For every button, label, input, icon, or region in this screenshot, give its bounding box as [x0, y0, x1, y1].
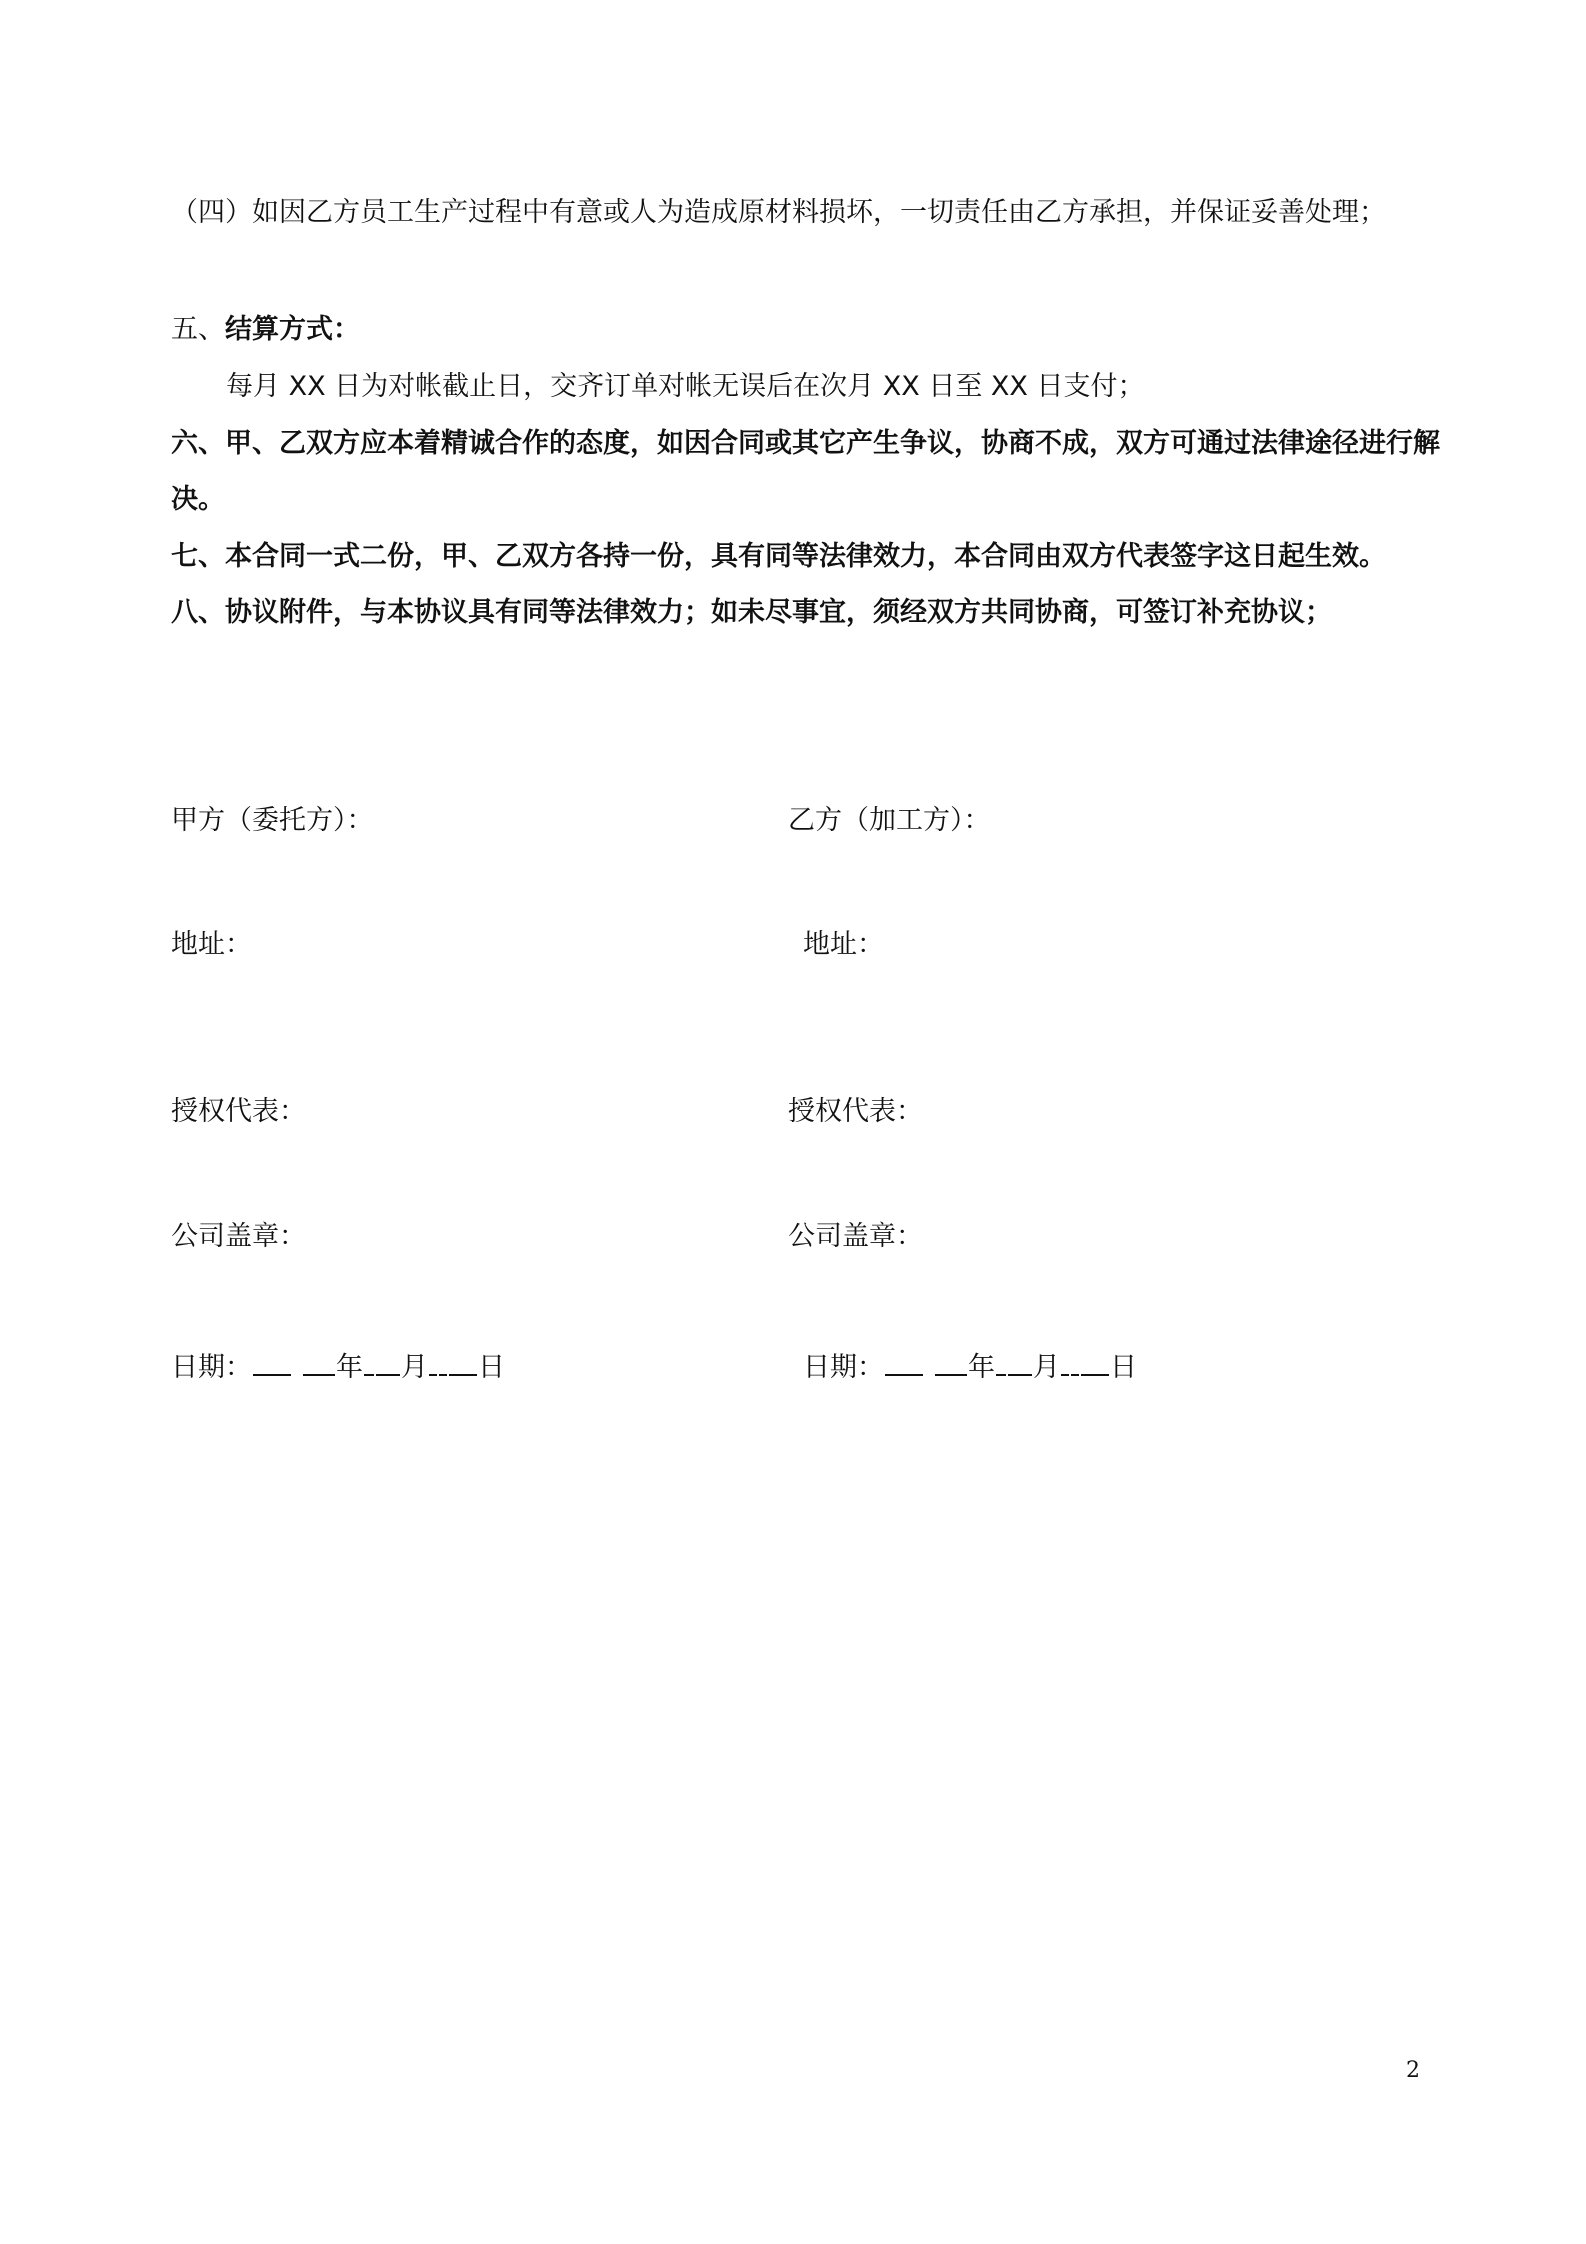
- party-b-date-label: 日期：: [803, 1352, 884, 1383]
- party-a-day-blank-2: [439, 1352, 447, 1376]
- party-a-seal-label: 公司盖章：: [171, 1221, 306, 1252]
- section-5-number: 五、: [171, 314, 225, 345]
- party-b-month-label: 月: [1033, 1352, 1060, 1383]
- party-b-month-blank-1: [996, 1352, 1006, 1376]
- section-5-body: 每月 XX 日为对帐截止日，交齐订单对帐无误后在次月 XX 日至 XX 日支付；: [226, 371, 1145, 402]
- party-b-year-blank-2: [935, 1352, 967, 1376]
- party-a-year-blank-1: [253, 1352, 291, 1376]
- party-a-month-blank-2: [376, 1352, 400, 1376]
- party-b-day-blank-3: [1081, 1352, 1109, 1376]
- party-b-day-blank-1: [1061, 1352, 1069, 1376]
- party-a-year-label: 年: [336, 1352, 363, 1383]
- party-b-day-label: 日: [1110, 1352, 1137, 1383]
- section-6-line-2: 决。: [171, 484, 225, 515]
- party-a-day-blank-3: [449, 1352, 477, 1376]
- party-b-date-line: [803, 1351, 1137, 1385]
- section-5-heading: [171, 313, 360, 347]
- section-8: 八、协议附件，与本协议具有同等法律效力；如未尽事宜，须经双方共同协商，可签订补充协议；: [171, 597, 1332, 628]
- party-b-address-label: 地址：: [803, 929, 884, 960]
- party-b-year-label: 年: [968, 1352, 995, 1383]
- party-a-day-label: 日: [478, 1352, 505, 1383]
- party-a-month-blank-1: [364, 1352, 374, 1376]
- party-a-date-label: 日期：: [171, 1352, 252, 1383]
- page-number: 2: [1406, 2058, 1420, 2083]
- clause-4-4: （四）如因乙方员工生产过程中有意或人为造成原材料损坏，一切责任由乙方承担，并保证妥善处理；: [171, 197, 1386, 228]
- party-b-year-blank-1: [885, 1352, 923, 1376]
- party-a-day-blank-1: [429, 1352, 437, 1376]
- party-a-date-line: [171, 1351, 505, 1385]
- party-a-representative-label: 授权代表：: [171, 1096, 306, 1127]
- party-a-address-label: 地址：: [171, 929, 252, 960]
- party-b-day-blank-2: [1071, 1352, 1079, 1376]
- party-a-year-blank-2: [303, 1352, 335, 1376]
- party-b-seal-label: 公司盖章：: [788, 1221, 923, 1252]
- section-5-title: 结算方式：: [225, 314, 360, 345]
- party-a-month-label: 月: [401, 1352, 428, 1383]
- section-6-line-1: 六、甲、乙双方应本着精诚合作的态度，如因合同或其它产生争议，协商不成，双方可通过法律途径进行解: [171, 428, 1440, 459]
- party-b-title: 乙方（加工方）：: [788, 805, 991, 836]
- party-a-title: 甲方（委托方）：: [171, 805, 374, 836]
- party-b-representative-label: 授权代表：: [788, 1096, 923, 1127]
- section-7: 七、本合同一式二份，甲、乙双方各持一份，具有同等法律效力，本合同由双方代表签字这日起生效。: [171, 541, 1386, 572]
- party-b-month-blank-2: [1008, 1352, 1032, 1376]
